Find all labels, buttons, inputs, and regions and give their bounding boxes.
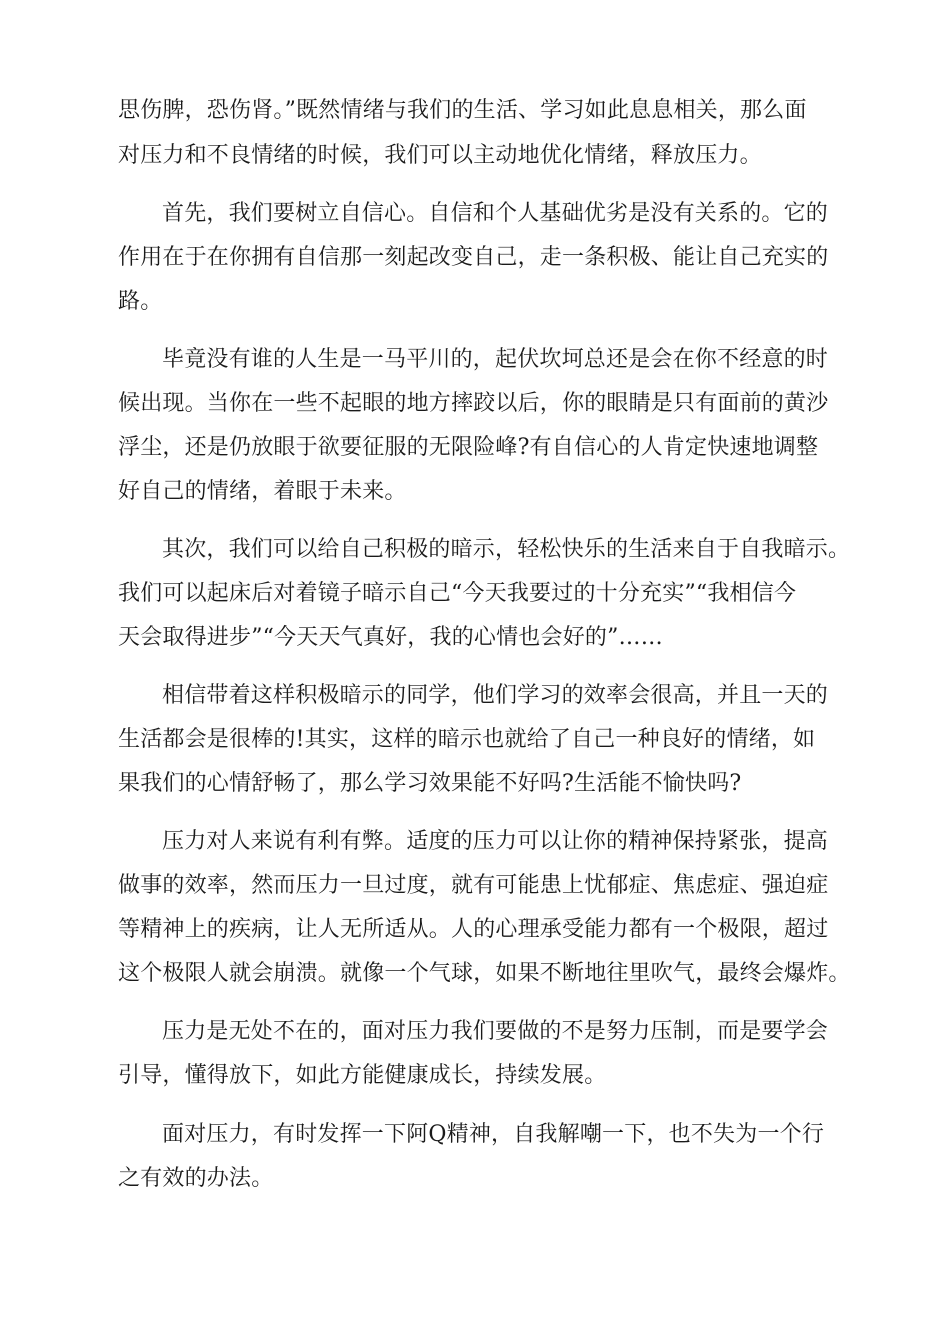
- paragraph-line: 候出现。当你在一些不起眼的地方摔跤以后，你的眼睛是只有面前的黄沙: [118, 391, 829, 416]
- paragraph-line: 首先，我们要树立自信心。自信和个人基础优劣是没有关系的。它的: [162, 201, 829, 226]
- paragraph-line: 压力是无处不在的，面对压力我们要做的不是努力压制，而是要学会: [162, 1019, 829, 1044]
- paragraph-line: 其次，我们可以给自己积极的暗示，轻松快乐的生活来自于自我暗示。: [162, 537, 851, 562]
- paragraph-line: 等精神上的疾病，让人无所适从。人的心理承受能力都有一个极限，超过: [118, 917, 829, 942]
- paragraph-line: 果我们的心情舒畅了，那么学习效果能不好吗?生活能不愉快吗?: [118, 771, 742, 796]
- paragraph-line: 思伤脾，恐伤肾。”既然情绪与我们的生活、学习如此息息相关，那么面: [118, 98, 807, 123]
- paragraph-line: 路。: [118, 289, 163, 314]
- paragraph-line: 相信带着这样积极暗示的同学，他们学习的效率会很高，并且一天的: [162, 683, 829, 708]
- paragraph-line: 我们可以起床后对着镜子暗示自己“今天我要过的十分充实”“我相信今: [118, 581, 797, 606]
- paragraph-line: 浮尘，还是仍放眼于欲要征服的无限险峰?有自信心的人肯定快速地调整: [118, 435, 819, 460]
- paragraph-line: 天会取得进步”“今天天气真好，我的心情也会好的”……: [118, 625, 663, 650]
- paragraph-line: 这个极限人就会崩溃。就像一个气球，如果不断地往里吹气，最终会爆炸。: [118, 961, 851, 986]
- paragraph-line: 对压力和不良情绪的时候，我们可以主动地优化情绪，释放压力。: [118, 143, 762, 168]
- paragraph-line: 做事的效率，然而压力一旦过度，就有可能患上忧郁症、焦虑症、强迫症: [118, 873, 829, 898]
- paragraph-line: 之有效的办法。: [118, 1166, 274, 1191]
- paragraph-line: 好自己的情绪，着眼于未来。: [118, 479, 407, 504]
- paragraph-line: 面对压力，有时发挥一下阿Q精神，自我解嘲一下，也不失为一个行: [162, 1122, 825, 1147]
- paragraph-line: 生活都会是很棒的!其实，这样的暗示也就给了自己一种良好的情绪，如: [118, 727, 816, 752]
- paragraph-line: 引导，懂得放下，如此方能健康成长，持续发展。: [118, 1063, 607, 1088]
- paragraph-line: 作用在于在你拥有自信那一刻起改变自己，走一条积极、能让自己充实的: [118, 245, 829, 270]
- paragraph-line: 毕竟没有谁的人生是一马平川的，起伏坎坷总还是会在你不经意的时: [162, 347, 829, 372]
- paragraph-line: 压力对人来说有利有弊。适度的压力可以让你的精神保持紧张，提高: [162, 829, 829, 854]
